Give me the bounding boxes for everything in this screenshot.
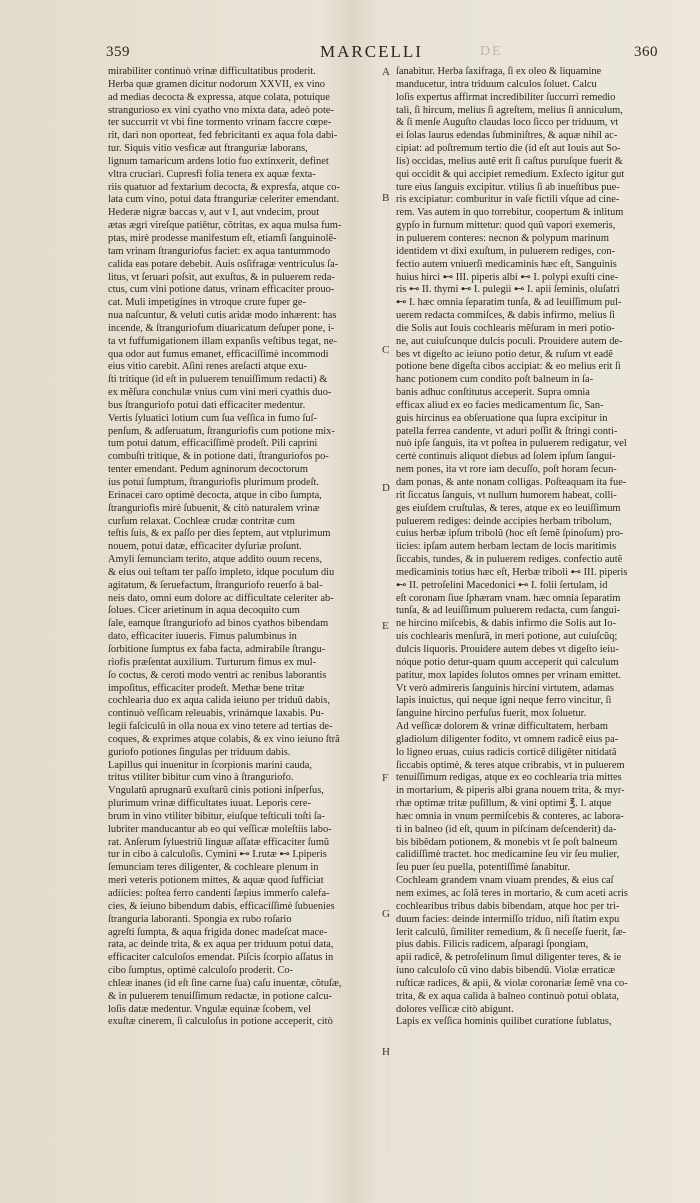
text-line: vltra cruciari. Cupresfi folia tenera ex aquæ fexta- <box>108 168 316 180</box>
text-line: ne hircino miſcebis, & dabis infirmo die Solis aut Io- <box>396 618 616 630</box>
running-title: MARCELLI <box>320 42 423 61</box>
text-line: qui occidit & qui accipiet remedium. Exſecto igitur gut <box>396 168 625 180</box>
text-line: ſtranguriofis mirè ſubuenit, & citò naturalem vrinæ <box>108 502 320 514</box>
text-line: Amyli ſemunciam terito, atque addito ouum recens, <box>108 554 323 566</box>
text-line: strangurioso ex vini cyatho vno mixta data, adeò pote- <box>108 104 334 116</box>
text-line: Hederæ nigræ baccas v, aut v I, aut vndecim, prout <box>108 207 320 219</box>
text-line: rem. Vas autem in quo torrebitur, coopertum & inlitum <box>396 207 624 219</box>
text-line: ris ⊷ II. thymi ⊷ I. pulegii ⊷ I. apii ſeminis, oluſatri <box>396 284 620 296</box>
text-line: cipiat: ad poſtremum tertio die (id eſt aut Iouis aut So- <box>396 143 621 155</box>
text-line: curſum relaxat. Cochleæ crudæ contritæ cum <box>108 515 295 527</box>
text-line: eius vitio carebit. Aſini renes areſacti atque exu- <box>108 361 308 373</box>
text-line: plurimum vrinæ difficultates iuuat. Leporis cere- <box>108 798 311 810</box>
text-line: patitur, mox lapides ſolutos omnes per vrinam emittet. <box>396 669 621 681</box>
text-line: combuſti tritique, & in potione dati, ſtranguriofos po- <box>108 451 329 463</box>
text-line: ⊷ I. hæc omnia ſeparatim tunſa, & ad leuiſſimum pul- <box>396 297 622 309</box>
text-line: rat. Anſerum ſyluestriũ linguæ aſſatæ efficaciter ſumũ <box>108 836 330 848</box>
margin-marker-d: D <box>382 482 390 494</box>
text-line: mirabiliter continuò vrinæ difficultatibus proderit. <box>108 66 316 77</box>
text-line: ſorbitione ſumptus ex faba facta, admirabile ſtrangu- <box>108 643 326 655</box>
text-line: tenuiſſimum redigas, atque ex eo cochlearia tria mittes <box>396 772 622 784</box>
text-line: eſt coronam ſiue ſphæram vnam. hæc omnia ſeparatim <box>396 592 621 604</box>
text-line: manducetur, intra triduum calculos ſoluet. Calcu <box>396 78 597 90</box>
text-line: ture eius ſanguis excipitur. vtilius ſi ab inueſtibus pue- <box>396 181 620 193</box>
text-line: & in puluerem tenuiſſimum redactæ, in potione calcu- <box>108 990 332 1002</box>
text-line: lata cum vino, potui data ftranguriæ celeriter emendant. <box>108 194 340 206</box>
right-text-column <box>396 66 668 1029</box>
margin-marker-c: C <box>382 344 390 356</box>
text-line: agreſti ſumpta, & aqua frigida donec madeſcat mace- <box>108 926 328 938</box>
text-line: guis hircinus ea obſeruatione qua ſupra excipitur in <box>396 412 608 424</box>
text-line: ſanabitur. Herba ſaxifraga, ſi ex oleo & liquamine <box>396 66 602 77</box>
page-number-left: 359 <box>106 44 130 60</box>
text-line: cuius herbæ ipſum tribolũ (hoc eſt ſemẽ ſpinoſum) pro- <box>396 528 624 540</box>
text-line: nem eximes, ac ſolã teres in mortario, & cum aceti acris <box>396 888 628 899</box>
text-line: apii radicẽ, & petroſelinum ſimul diligenter teres, & ie <box>396 952 622 964</box>
left-text-column <box>108 66 378 1029</box>
text-line: penſum, & adſeruatum, ſtranguriofis cum potione mix- <box>108 425 335 437</box>
text-line: ges eiuſdem cruſtulas, & teres, atque ex eo leuiſſimum <box>396 502 621 514</box>
text-line: ſanguine hircino perfuſus fuerit, mox ſoluetur. <box>396 708 587 720</box>
text-line: potione bene digeſta cibos accipiat: & eo melius erit ſi <box>396 361 621 373</box>
text-line: nuò ipſe ſanguis, ita vt poſtea in puluerem redigatur, vel <box>396 438 627 450</box>
margin-marker-e: E <box>382 620 389 632</box>
text-line: uis cochlearis menſurã, in meri potione, aut cuiuſcũq; <box>396 631 618 643</box>
text-line: guriofo potiones ſingulas per triduum dabis. <box>108 746 291 758</box>
text-line: ſtranguria laboranti. Spongia ex rubo roſario <box>108 913 292 925</box>
text-line: gladiolum diligenter fodito, vt omnem radicẽ eius pa- <box>396 733 619 745</box>
text-line: identidem vt dixi exuſtum, in puluerem rediges, con- <box>396 245 616 257</box>
text-line: ti in balneo (id eſt, quum in piſcinam deſcenderit) da- <box>396 823 617 835</box>
margin-marker-b: B <box>382 192 390 204</box>
text-line: ſo coctus, & ceroti modo ventri ac renibus laborantis <box>108 669 327 681</box>
text-line: meri veteris potionem mittes, & aquæ quod ſufficiat <box>108 875 324 887</box>
text-line: calidiſſimè tractet. hoc medicamine ſeu vir ſeu mulier, <box>396 849 620 861</box>
text-line: Erinacei caro optimè decocta, atque in cibo ſumpta, <box>108 489 322 501</box>
text-line: rit, dari non oporteat, fed febricitanti ex aqua fola dabi- <box>108 130 338 142</box>
text-line: nóque potio detur-quam quum acceperit qui calculum <box>396 656 619 668</box>
text-line: Vngulatũ aprugnarũ exuſtarũ cinis potioni inſperſus, <box>108 785 324 797</box>
text-line: hanc potionem cum condito poſt balneum in ſa- <box>396 374 594 386</box>
text-line: fectio autem vniuerſi medicaminis hæc eſt, Sanguinis <box>396 258 617 270</box>
text-line: teſtis ſuis, & ex paſſo per dies ſeptem, aut vtplurimum <box>108 528 331 540</box>
text-line: in mortarium, & piperis albi grana nouem trita, & myr- <box>396 785 625 797</box>
text-line: Ad veſſicæ dolorem & vrinæ difficultatem, herbam <box>396 721 608 733</box>
text-line: ex mẽſura conchulæ vnius cum vini meri cyathis duo- <box>108 387 332 399</box>
text-line: tur. Siquis vitio vesficæ aut ftranguriæ laborans, <box>108 143 308 155</box>
text-line: gypſo in furnum mittetur: quod quũ vapori exemeris, <box>396 220 616 232</box>
text-line: puluerem rediges: deinde accipies herbam tribolum, <box>396 515 612 527</box>
text-line: coques, & exprimes atque colabis, & ex vino ieiuno ſtrã <box>108 733 340 745</box>
text-line: continuò veſſicam releuabis, vrinámque laxabis. Pu- <box>108 708 325 720</box>
text-line: dulcis liquoris. Prouidere autem debes vt digeſto ieiu- <box>396 643 619 655</box>
text-line: Cochleam grandem vnam viuam prendes, & eius caſ <box>396 875 614 887</box>
text-line: patella ferrea candente, vt aduri poſſit & ſtringi conti- <box>396 425 618 437</box>
text-line: pius dabis. Filicis radicem, aſparagi ſpongiam, <box>396 939 589 951</box>
text-line: medicaminis totius hæc eſt, Herbæ triboli ⊷ III. piperis <box>396 566 628 578</box>
text-line: tur in cibo à calculoſis. Cymini ⊷ I.rutæ ⊷ I.piperis <box>108 849 327 861</box>
text-line: agitatum, & ſeruefactum, ſtranguriofo reuerſo à bal- <box>108 579 323 591</box>
text-line: ⊷ II. petroſelini Macedonici ⊷ I. folii ſertulam, id <box>396 579 608 591</box>
text-line: lignum tamaricum ardens lotio fuo extinxerit, definet <box>108 155 329 167</box>
text-line: lubriter manducantur ab eo qui veſſicæ moleſtiis labo- <box>108 823 332 835</box>
text-line: huius hirci ⊷ III. piperis albi ⊷ I. polypi exuſti cine- <box>396 271 619 283</box>
text-line: trita, & ex aqua calida à balneo continuò potui oblata, <box>396 990 620 1002</box>
text-line: ei ſolas laurus edendas ſubminiſtres, & aquæ nihil ac- <box>396 130 618 142</box>
text-line: litus, vt ſeruari poſsit, aut exuſtus, & in puluerem reda- <box>108 271 335 283</box>
text-line: dato, efficaciter iuueris. Fimus palumbinus in <box>108 631 297 643</box>
text-line: cat. Muli impetigines in vtroque crure fuper ge- <box>108 297 306 309</box>
text-line: ter succurrit vt vbi fine tormento vrinam faccre cœpe- <box>108 117 332 129</box>
text-line: in puluerem conteres: necnon & polypum marinum <box>396 232 609 244</box>
text-line: cies, & ieiuno bibendum dabis, efficaciſſimè ſubuenies <box>108 900 335 912</box>
text-line: incende, & ſtranguriofum diuaricatum deſuper pone, i- <box>108 322 335 334</box>
text-line: tritus vtiliter bibitur cum vino à ſtranguriofo. <box>108 772 294 784</box>
text-line: tunſa, & ad leuiſſimum puluerem redacta, cum ſangui- <box>396 605 621 617</box>
text-line: lo ligneo eruas, cuius radicis corticẽ diligẽter nitidatã <box>396 746 617 758</box>
text-line: ruſticæ radices, & apii, & violæ coronariæ ſemẽ vna co- <box>396 977 628 989</box>
text-line: Lapis ex veſſica hominis quilibet curatione ſublatus, <box>396 1016 612 1028</box>
gutter <box>388 60 389 1150</box>
text-line: exuſtæ cinerem, ſi calculoſus in potione acceperit, citò <box>108 1016 333 1028</box>
text-line: cochlearia duo ex aqua calida ieiuno per triduũ dabis, <box>108 695 330 707</box>
text-line: & ſi menſe Auguſto claudas loco ſicco per triduum, vt <box>396 117 619 129</box>
text-line: ſiccabis optimè, & teres atque cribrabis, vt in puluerem <box>396 759 625 771</box>
page-number-right: 360 <box>634 44 658 60</box>
text-line: lerit calculũ, ſimiliter remedium, & ſi neceſſe fuerit, ſæ- <box>396 926 626 938</box>
text-line: riis quatuor ad fextarium decocta, & expresfa, atque co- <box>108 181 340 193</box>
margin-marker-f: F <box>382 772 389 784</box>
text-line: iuno calculoſo cũ vino dabis bibendũ. Violæ erraticæ <box>396 965 616 977</box>
text-line: ſemunciam teres diligenter, & cochleare plenum in <box>108 862 319 874</box>
text-line: impoſitus, efficaciter prodeſt. Methæ bene tritæ <box>108 682 305 694</box>
text-line: cibo ſumptus, optimè calculoſo proderit. Co- <box>108 965 293 977</box>
text-line: ſolues. Cicer arietinum in aqua decoquito cum <box>108 605 300 617</box>
text-line: tam vrinam ſtranguriofus faciet: ex aqua tantummodo <box>108 245 331 257</box>
text-line: tali, ſi hircum, melius ſi agreſtem, melius ſi anniculum, <box>396 104 623 116</box>
text-line: iicies: ipſam autem herbam lectam de locis maritimis <box>396 541 617 553</box>
text-line: Lapillus qui inuenitur in ſcorpionis marini cauda, <box>108 759 313 771</box>
text-line: loſis datæ medentur. Vngulæ equinæ ſcobem, vel <box>108 1003 311 1015</box>
text-line: neis dato, omni eum dolore ac difficultate celeriter ab- <box>108 592 334 604</box>
text-line: rhæ optimæ tritæ puſillum, & vini optimi ℥. I. atque <box>396 798 612 810</box>
text-line: rata, ac deinde trita, & ex aqua per triduum potui data, <box>108 939 334 951</box>
text-line: ſti tritique (id eſt in puluerem tenuiſſimum redacti) & <box>108 374 328 386</box>
text-line: cochlearibus tribus dabis bibendam, atque hoc per tri- <box>396 900 620 912</box>
text-line: die Solis aut Iouis cochlearis mẽſuram in meri potio- <box>396 322 615 334</box>
text-line: rit ſiccatus ſanguis, vt nullum humorem habeat, colli- <box>396 489 617 501</box>
text-line: efficaciter calculoſos emendat. Piſcis ſcorpio aſſatus in <box>108 952 334 964</box>
text-line: tum potui datum, efficaciſſimè prodeſt. Pili caprini <box>108 438 318 450</box>
text-line: ſeu puer ſeu puella, potentiſſimè ſanabitur. <box>396 862 570 874</box>
running-title-faint: DE <box>480 44 503 59</box>
text-line: efficax aliud ex eo facies medicamentum ſic, San- <box>396 399 604 411</box>
text-line: bis bibẽdam potionem, & monebis vt ſe poſt balneum <box>396 836 618 848</box>
text-line: ctus, cum vini potione datus, vrinam efficaciter prouo- <box>108 284 335 296</box>
text-line: ad medias decocta & expressa, atque colata, potuique <box>108 91 330 103</box>
text-line: adiicies: poſtea ferro candenti ſæpius immerſo calefa- <box>108 888 330 899</box>
margin-marker-a: A <box>382 66 390 78</box>
text-line: lis) occidas, melius autẽ erit ſi caſtus puruſque fuerit & <box>396 155 623 167</box>
text-line: Herba quæ gramen dicitur nodorum XXVII, ex vino <box>108 78 325 90</box>
text-line: calida eas potare debebit. Auis osſifragæ ventriculus ſa- <box>108 258 339 270</box>
text-line: uerem redacta commiſces, & dabis infirmo, melius ſi <box>396 310 616 322</box>
text-line: certè continuis aliquot diebus ad ſolem ipſum ſangui- <box>396 451 616 463</box>
text-line: ris excipiatur: comburitur in vaſe fictili vſque ad cine- <box>396 194 620 206</box>
text-line: riofis præſentat auxilium. Turturum fimus ex mul- <box>108 656 317 668</box>
text-line: banis adhuc conſtitutus acceperit. Supra omnia <box>396 387 590 399</box>
text-line: bus ſtranguriofo potui dati efficaciter medentur. <box>108 399 306 411</box>
text-line: & eius oui teſtam ter paſſo impleto, idque poculum diu <box>108 566 335 578</box>
text-line: brum in vino vtiliter bibitur, eiuſque teſticuli toſti ſa- <box>108 810 325 822</box>
text-line: nem pones, ita vt rore iam decuſſo, poſt horam ſecun- <box>396 464 617 476</box>
text-line: dolores veſſicæ citò abigunt. <box>396 1003 514 1015</box>
text-line: legii faſciculũ in olla noua ex vino tetere ad tertias de- <box>108 721 333 733</box>
text-line: tenter emendant. Pedum agninorum decoctorum <box>108 464 308 476</box>
text-line: Vertis ſyluatici lotium cum ſua veſſica in fumo ſuſ- <box>108 412 317 424</box>
text-line: ius potui ſumptum, ſtranguriofis plurimum prodeſt. <box>108 477 319 488</box>
text-line: ne, aut cuiuſcunque dulcis poculi. Prouidere autem de- <box>396 335 623 347</box>
text-line: nua naſcuntur, & veluti cutis aridæ modo inhærent: has <box>108 310 337 322</box>
text-line: ætas ægri vireſque patiẽtur, cõtritas, ex aqua mulsa fum- <box>108 220 342 232</box>
text-line: ptas, mirè prodesse manifestum eſt, etiamſi ſanguinolẽ- <box>108 232 337 244</box>
text-line: qua odor aut fumus emanet, efficaciſſimè incommodi <box>108 348 329 360</box>
text-line: ſiccabis, tundes, & in puluerem rediges. confectio autẽ <box>396 554 623 566</box>
text-line: dam ponas, & ante nonam colligas. Poſteaquam ita fue- <box>396 477 627 488</box>
text-line: duum facies: deinde intermiſſo triduo, niſi ſtatim expu <box>396 913 620 925</box>
text-line: nouem, potui datæ, efficaciter dyſuriæ proſunt. <box>108 541 302 553</box>
text-line: Vt verò admireris ſanguinis hircini virtutem, adamas <box>396 682 614 694</box>
text-line: ta vt fuffumigationem illam expanſis veſtibus tegat, ne- <box>108 335 337 347</box>
text-line: chleæ inanes (id eſt ſine carne ſua) caſu inuentæ, cõtuſæ, <box>108 977 342 989</box>
text-line: hæc omnia in vnum permiſcebis & conteres, ac labora- <box>396 810 624 822</box>
margin-marker-h: H <box>382 1046 390 1058</box>
text-line: ſale, eamque ſtranguriofo ad binos cyathos bibendam <box>108 618 329 630</box>
margin-marker-g: G <box>382 908 390 920</box>
text-line: bes vt digeſto ac ieiuno potio detur, & ruſum vt eadẽ <box>396 348 613 360</box>
text-line: loſis expertus affirmat incredibiliter ſuccurri remedio <box>396 91 616 103</box>
text-line: lapis inuictus, qui neque igni neque ferro vincitur, ſi <box>396 695 612 707</box>
